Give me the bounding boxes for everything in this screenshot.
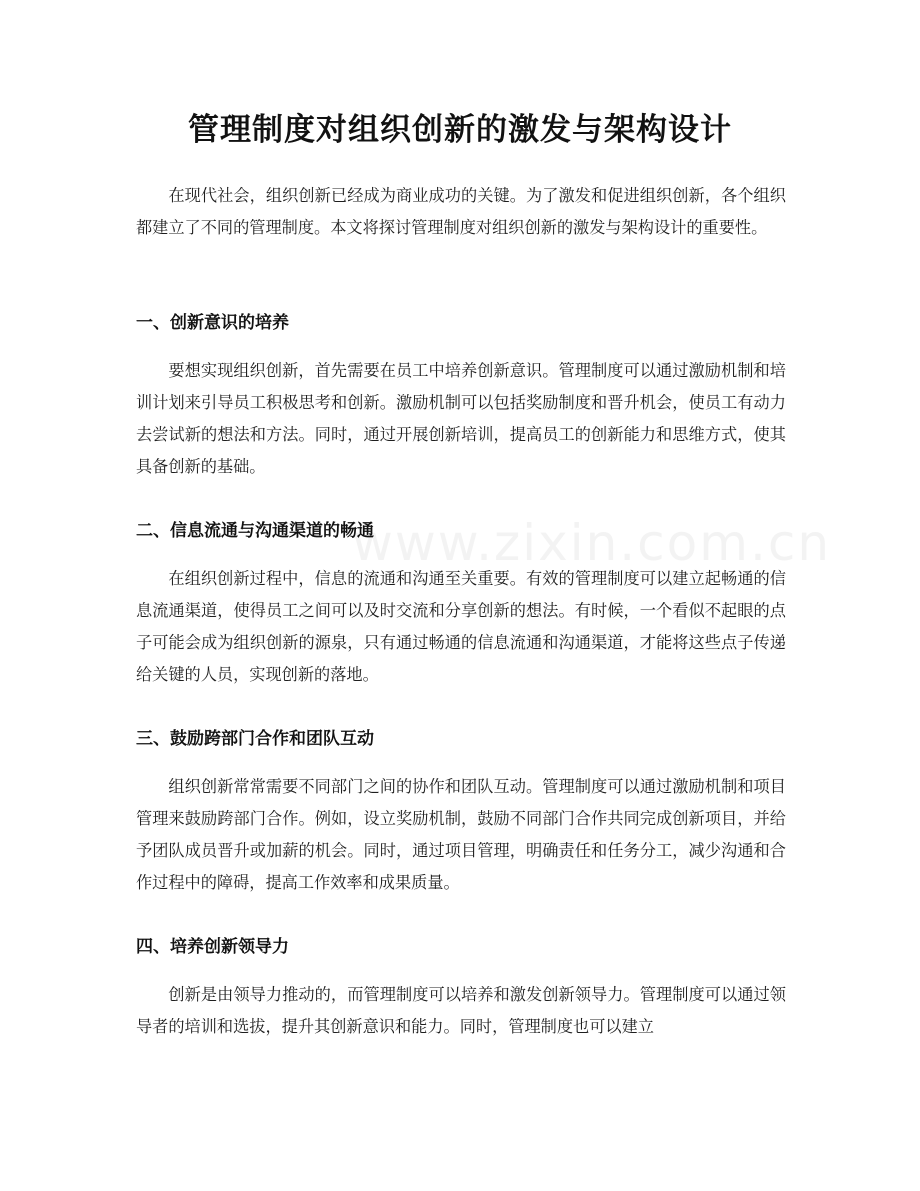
section-2-heading: 二、信息流通与沟通渠道的畅通 bbox=[136, 521, 374, 541]
section-2-paragraph: 在组织创新过程中，信息的流通和沟通至关重要。有效的管理制度可以建立起畅通的信息流通渠道，使得员工之间可以及时交流和分享创新的想法。有时候，一个看似不起眼的点子可能会成为组织创新的源泉，只有通过畅通的信息流通和沟通渠道，才能将这些点子传递给关键的人员，实现创新的落地。 bbox=[136, 569, 786, 684]
document-title: 管理制度对组织创新的激发与架构设计 bbox=[188, 112, 732, 148]
section-3-paragraph: 组织创新常常需要不同部门之间的协作和团队互动。管理制度可以通过激励机制和项目管理来鼓励跨部门合作。例如，设立奖励机制，鼓励不同部门合作共同完成创新项目，并给予团队成员晋升或加薪的机会。同时，通过项目管理，明确责任和任务分工，减少沟通和合作过程中的障碍，提高工作效率和成果质量。 bbox=[136, 777, 786, 892]
section-3-heading: 三、鼓励跨部门合作和团队互动 bbox=[136, 729, 374, 749]
watermark: www.zixin.com.cn bbox=[352, 514, 832, 572]
section-4-heading: 四、培养创新领导力 bbox=[136, 937, 289, 957]
section-1-heading: 一、创新意识的培养 bbox=[136, 313, 289, 333]
intro-paragraph: 在现代社会，组织创新已经成为商业成功的关键。为了激发和促进组织创新，各个组织都建立了不同的管理制度。本文将探讨管理制度对组织创新的激发与架构设计的重要性。 bbox=[136, 186, 786, 237]
section-4-paragraph: 创新是由领导力推动的，而管理制度可以培养和激发创新领导力。管理制度可以通过领导者的培训和选拔，提升其创新意识和能力。同时，管理制度也可以建立 bbox=[136, 985, 786, 1036]
section-1-paragraph: 要想实现组织创新，首先需要在员工中培养创新意识。管理制度可以通过激励机制和培训计划来引导员工积极思考和创新。激励机制可以包括奖励制度和晋升机会，使员工有动力去尝试新的想法和方法。同时，通过开展创新培训，提高员工的创新能力和思维方式，使其具备创新的基础。 bbox=[136, 361, 786, 476]
